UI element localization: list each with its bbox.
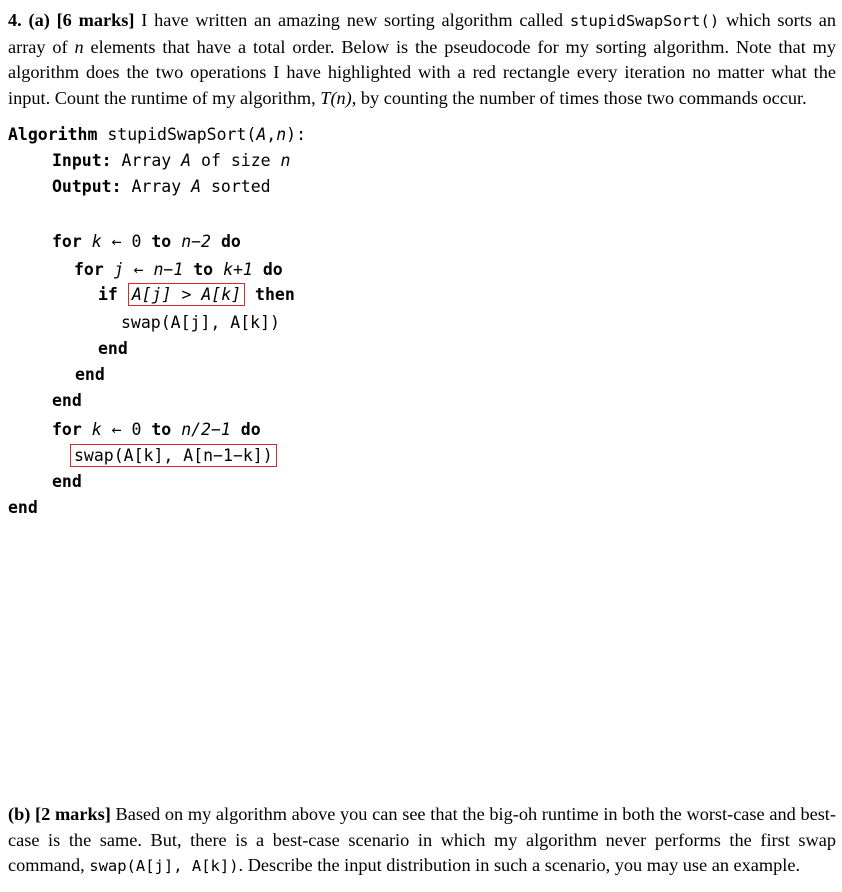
swap-1: swap(A[j], A[k]): [121, 313, 280, 332]
input-text: Array: [121, 151, 182, 170]
loop-3-end: n/2−1: [181, 420, 231, 439]
input-text-2: of size: [191, 151, 281, 170]
assign-arrow: ←: [133, 260, 144, 279]
end-algorithm: [8, 498, 38, 518]
highlighted-swap-2: swap(A[k], A[n−1−k]): [70, 444, 277, 467]
output-text-2: sorted: [201, 177, 271, 196]
question-4a-text-2: which sorts an array of: [8, 10, 836, 57]
keyword-end: end: [75, 365, 105, 384]
keyword-to: to: [151, 420, 172, 439]
keyword-for: for: [74, 260, 104, 279]
question-4a: [8, 8, 836, 112]
keyword-do: do: [220, 232, 241, 251]
keyword-output: Output:: [52, 177, 122, 196]
end-loop-3: [52, 472, 82, 492]
sig-n: n: [276, 125, 287, 144]
question-4a-text-4: , by counting the number of times those two commands occur.: [351, 88, 807, 109]
keyword-do: do: [262, 260, 283, 279]
loop-1-header: [52, 232, 241, 252]
question-4b-marker: (b) [2 marks]: [8, 804, 111, 824]
keyword-end: end: [52, 472, 82, 491]
keyword-to: to: [193, 260, 214, 279]
end-loop-1: [52, 391, 82, 411]
question-4b: [8, 802, 836, 880]
keyword-end: end: [8, 498, 38, 517]
keyword-for: for: [52, 232, 82, 251]
assign-arrow: ←: [111, 232, 122, 251]
loop-1-end: n−2: [181, 232, 211, 251]
math-n: n: [74, 36, 84, 57]
keyword-if: if: [98, 285, 118, 304]
end-loop-2: [75, 365, 105, 385]
question-4a-marker: 4. (a) [6 marks]: [8, 10, 135, 30]
question-4b-text-2: . Describe the input distribution in such a scenario, you may use an example.: [238, 855, 801, 876]
keyword-algorithm: Algorithm: [8, 125, 98, 144]
keyword-to: to: [151, 232, 172, 251]
algorithm-input: [52, 151, 290, 171]
keyword-end: end: [98, 339, 128, 358]
loop-2-start: n−1: [153, 260, 184, 279]
keyword-do: do: [240, 420, 261, 439]
algorithm-output: [52, 177, 271, 197]
input-n: n: [280, 151, 291, 170]
if-line: [98, 285, 295, 305]
algorithm-header: [8, 125, 306, 145]
function-name: stupidSwapSort(): [569, 12, 720, 30]
swap-line-2: [70, 446, 277, 466]
output-text: Array: [131, 177, 192, 196]
swap-reference: swap(A[j], A[k]): [89, 857, 239, 876]
math-tn: T(n): [320, 88, 352, 109]
keyword-then: then: [255, 285, 295, 304]
output-a: A: [191, 177, 202, 196]
algorithm-signature: stupidSwapSort(: [107, 125, 257, 144]
loop-3-var: k: [91, 420, 102, 439]
keyword-input: Input:: [52, 151, 112, 170]
question-4b-text-1: Based on my algorithm above you can see that the big-oh runtime in both the worst-case and best-case is the same. But, there is a best-case scenario in which my algorithm never performs the first swap command,: [8, 804, 836, 876]
loop-1-var: k: [91, 232, 102, 251]
end-if: [98, 339, 128, 359]
loop-2-end: k+1: [223, 260, 253, 279]
loop-3-start: 0: [131, 420, 142, 439]
question-4a-text-3: elements that have a total order. Below is the pseudocode for my sorting algorithm. Note that my algorithm does the two operations I have highlighted with a red rectangle every iteration no matter what the input. Count the runtime of my algorithm,: [8, 36, 836, 109]
loop-3-header: [52, 420, 261, 440]
keyword-end: end: [52, 391, 82, 410]
sig-close: ):: [286, 125, 307, 144]
swap-line-1: [121, 313, 280, 333]
assign-arrow: ←: [111, 420, 122, 439]
keyword-for: for: [52, 420, 82, 439]
loop-1-start: 0: [131, 232, 142, 251]
sig-a: A: [256, 125, 267, 144]
question-4a-text-1: I have written an amazing new sorting algorithm called: [134, 10, 570, 30]
highlighted-comparison: A[j] > A[k]: [128, 283, 245, 306]
loop-2-header: [74, 260, 283, 280]
loop-2-var: j: [113, 260, 124, 279]
sig-comma: ,: [266, 125, 277, 144]
input-a: A: [181, 151, 192, 170]
